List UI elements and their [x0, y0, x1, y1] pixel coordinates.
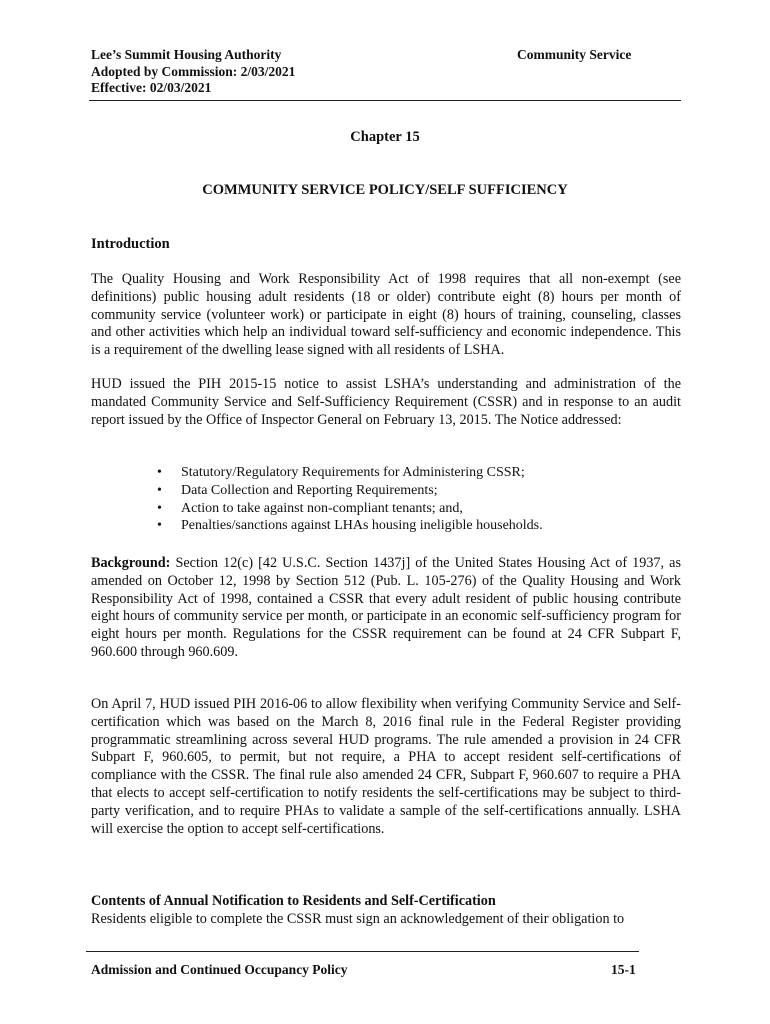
paragraph-pih-2016-06: On April 7, HUD issued PIH 2016-06 to allow flexibility when verifying Community Service and Self-certification which was based on the March 8, 2016 final rule in the Federal Register providing programmatic streamlining across several HUD programs. The rule amended a provision in 24 CFR Subpart F, 960.605, to permit, but not require, a PHA to accept resident self-certifications of compliance with the CSSR. The final rule also amended 24 CFR, Subpart F, 960.607 to require a PHA that elects to accept self-certification to notify residents the self-certifications may be subject to third-party verification, and to require PHAs to validate a sample of the self-certifications annually. LSHA will exercise the option to accept self-certifications. — [91, 696, 681, 837]
list-item: • Statutory/Regulatory Requirements for Administering CSSR; — [155, 464, 543, 482]
paragraph-background — [91, 555, 681, 662]
header-adopted: Adopted by Commission: 2/03/2021 — [91, 63, 296, 79]
header-org: Lee’s Summit Housing Authority — [91, 47, 282, 62]
notice-topics-list — [155, 464, 543, 535]
list-item: • Penalties/sanctions against LHAs housing ineligible households. — [155, 517, 543, 535]
header-effective: Effective: 02/03/2021 — [91, 80, 212, 95]
background-label: Background: — [91, 555, 171, 571]
header-info — [91, 47, 295, 97]
list-item: • Data Collection and Reporting Requirements; — [155, 482, 543, 500]
chapter-heading: Chapter 15 — [350, 129, 420, 145]
paragraph-intro: The Quality Housing and Work Responsibility Act of 1998 requires that all non-exempt (see definitions) public housing adult residents (18 or older) contribute eight (8) hours per month of community service (volunteer work) or participate in eight (8) hours of training, counseling, classes and other activities which help an individual toward self-sufficiency and economic independence. This is a requirement of the dwelling lease signed with all residents of LSHA. — [91, 271, 681, 359]
header-rule — [89, 100, 681, 101]
paragraph-hud-notice: HUD issued the PIH 2015-15 notice to assist LSHA’s understanding and administration of the mandated Community Service and Self-Sufficiency Requirement (CSSR) and in response to an audit report issued by the Office of Inspector General on February 13, 2015. The Notice addressed: — [91, 376, 681, 428]
footer-rule — [86, 951, 639, 952]
header-section: Community Service — [517, 47, 632, 62]
contents-heading: Contents of Annual Notification to Residents and Self-Certification — [91, 893, 496, 909]
page-title: COMMUNITY SERVICE POLICY/SELF SUFFICIENCY — [202, 182, 568, 198]
background-text: Section 12(c) [42 U.S.C. Section 1437j] of the United States Housing Act of 1937, as amended on October 12, 1998 by Section 512 (Pub. L. 105-276) of the Quality Housing and Work Responsibility Act of 1998, contained a CSSR that every adult resident of public housing contribute eight hours of community service per month, or participate in an economic self-sufficiency program for eight hours per month. Regulations for the CSSR requirement can be found at 24 CFR Subpart F, 960.600 through 960.609. — [91, 555, 681, 660]
page-number: 15-1 — [611, 962, 636, 977]
paragraph-residents-eligible: Residents eligible to complete the CSSR must sign an acknowledgement of their obligation to — [91, 911, 625, 927]
list-item: • Action to take against non-compliant tenants; and, — [155, 500, 543, 518]
footer-title: Admission and Continued Occupancy Policy — [91, 962, 348, 977]
introduction-heading: Introduction — [91, 236, 170, 252]
